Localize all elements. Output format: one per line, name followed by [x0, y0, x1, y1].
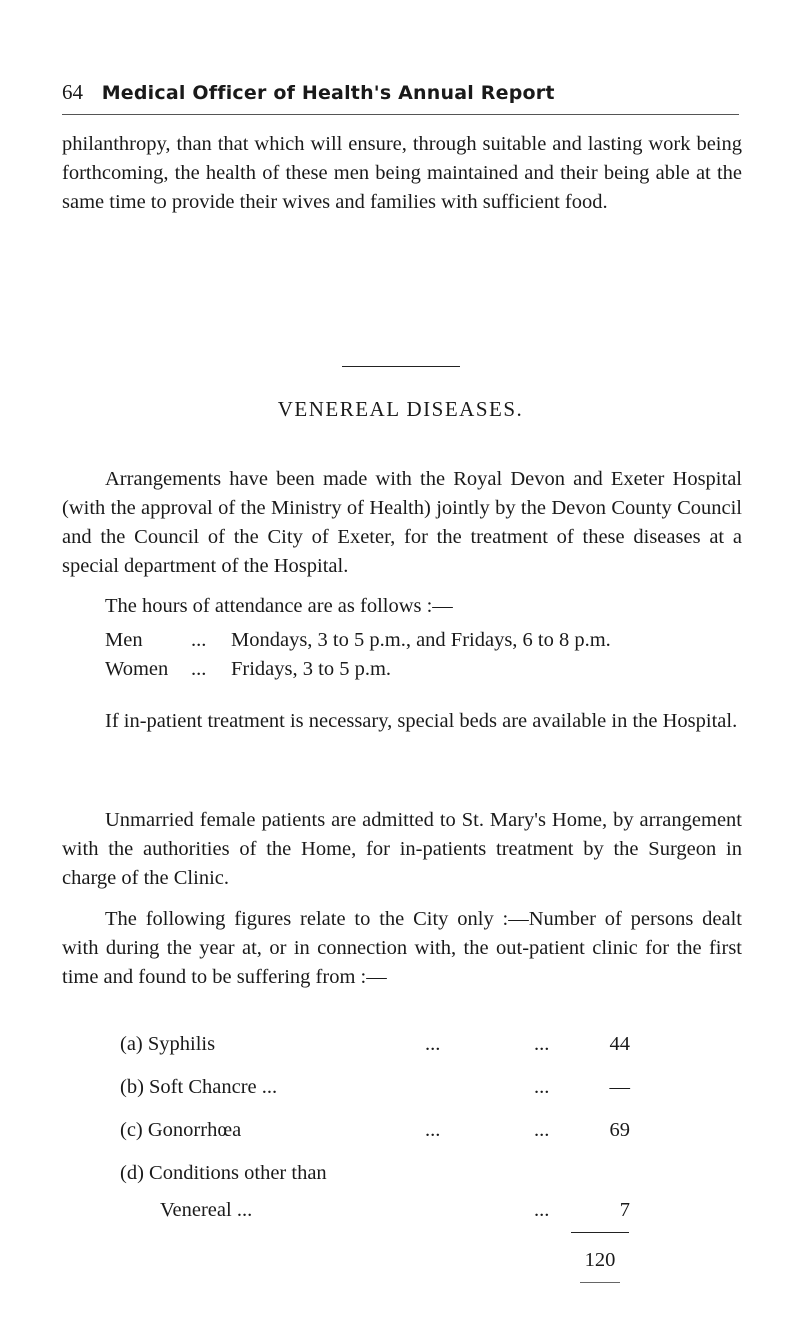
hours-who: Men	[105, 629, 143, 651]
total-rule	[571, 1232, 629, 1233]
page-header	[62, 80, 555, 105]
figure-dots: ...	[534, 1199, 550, 1221]
hours-dots: ...	[191, 629, 207, 651]
figure-value: 69	[609, 1119, 630, 1141]
hours-intro: The hours of attendance are as follows :—	[105, 595, 453, 617]
hours-when: Mondays, 3 to 5 p.m., and Fridays, 6 to 8 p.m.	[231, 629, 611, 651]
figure-dots: ...	[534, 1076, 550, 1098]
figure-label: (d) Conditions other than	[120, 1162, 327, 1184]
unmarried-paragraph: Unmarried female patients are admitted to St. Mary's Home, by arrangement with the authorities of the Home, for in-patients treatment by the Surgeon in charge of the Clinic.	[62, 809, 742, 889]
section-divider	[342, 366, 460, 367]
report-title: Medical Officer of Health's Annual Report	[101, 82, 555, 104]
arrangements-paragraph: Arrangements have been made with the Royal Devon and Exeter Hospital (with the approval of the Ministry of Health) jointly by the Devon County Council and the Council of the City of Exeter, for the treatment of these diseases at a special department of the Hospital.	[62, 468, 742, 577]
section-heading: VENEREAL DISEASES.	[277, 397, 524, 421]
figure-value: 7	[619, 1199, 630, 1221]
figures-intro: The following figures relate to the City only :—Number of persons dealt with during the year at, or in connection with, the out-patient clinic for the first time and found to be suffering from :—	[62, 908, 742, 988]
figure-label: Venereal ...	[160, 1199, 253, 1221]
figure-dots: ...	[425, 1119, 441, 1141]
figure-dots: ...	[534, 1119, 550, 1141]
header-rule	[62, 114, 739, 115]
figure-value: —	[609, 1076, 630, 1098]
page-number: 64	[62, 80, 83, 104]
total-value: 120	[584, 1249, 616, 1271]
hours-row-women	[105, 658, 391, 681]
total-double-rule	[580, 1282, 620, 1283]
figure-label: (b) Soft Chancre ...	[120, 1076, 278, 1098]
figure-label: (c) Gonorrhœa	[120, 1119, 242, 1141]
inpatient-paragraph: If in-patient treatment is necessary, special beds are available in the Hospital.	[105, 710, 738, 732]
figure-dots: ...	[425, 1033, 441, 1055]
hours-dots: ...	[191, 658, 207, 680]
figure-dots: ...	[534, 1033, 550, 1055]
intro-paragraph: philanthropy, than that which will ensure, through suitable and lasting work being forthcoming, the health of these men being maintained and their being able at the same time to provide their wives and families with sufficient food.	[62, 133, 742, 213]
hours-who: Women	[105, 658, 169, 680]
figure-value: 44	[609, 1033, 630, 1055]
hours-row-men	[105, 629, 611, 652]
hours-when: Fridays, 3 to 5 p.m.	[231, 658, 392, 680]
figure-label: (a) Syphilis	[120, 1033, 216, 1055]
